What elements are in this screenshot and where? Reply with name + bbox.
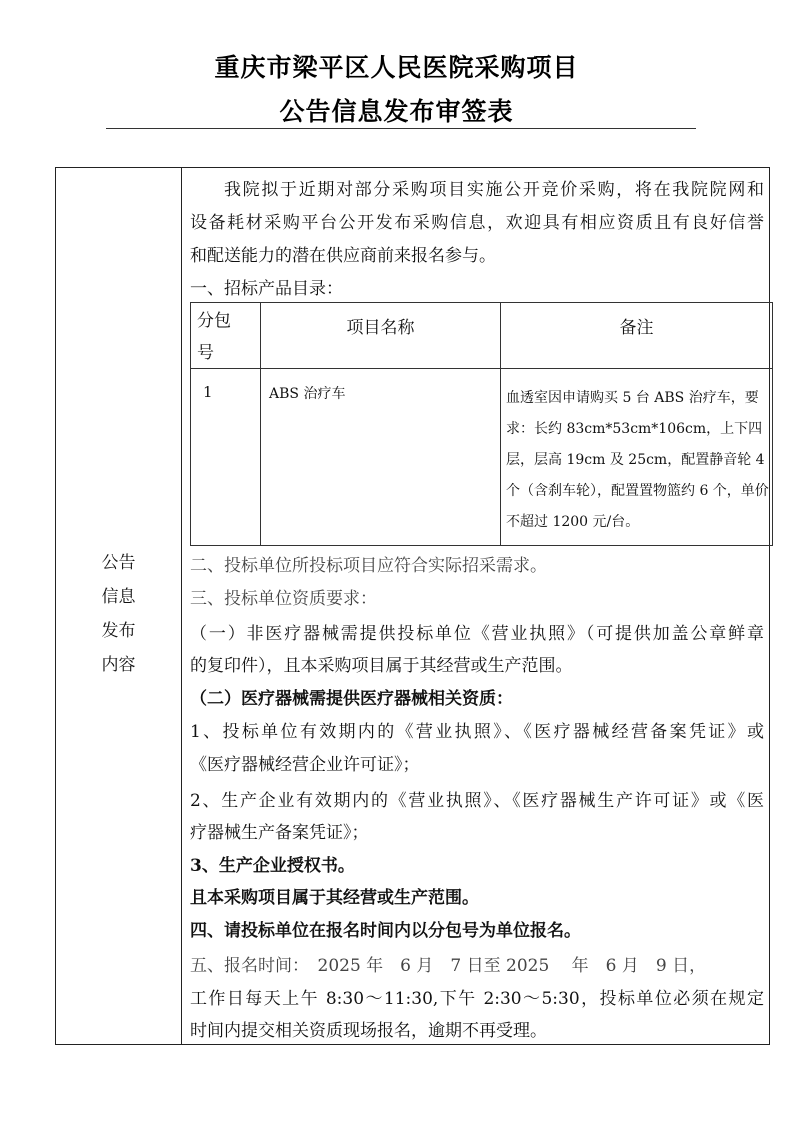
cell-remarks: 血透室因申请购买 5 台 ABS 治疗车，要求：长约 83cm*53cm*106cm，上下四层，层高 19cm 及 25cm，配置静音轮 4 个（含刹车轮），配置置物篮约 6 个，单价不超过 1200 元/台。 — [501, 369, 773, 546]
intro-line: 和配送能力的潜在供应商前来报名参与。 — [190, 246, 496, 266]
header-project-name: 项目名称 — [261, 303, 501, 369]
section-heading-catalog: 一、招标产品目录： — [190, 279, 343, 299]
requirement-2-item1-line: 《医疗器械经营企业许可证》； — [190, 755, 420, 775]
product-catalog-table — [190, 302, 773, 546]
section2-text: 二、投标单位所投标项目应符合实际招采需求。 — [190, 556, 547, 576]
requirement-2-item1-line: 1、投标单位有效期内的《营业执照》、《医疗器械经营备案凭证》或 — [190, 722, 764, 742]
header-lot-number-line: 号 — [197, 343, 214, 363]
intro-line: 设备耗材采购平台公开发布采购信息，欢迎具有相应资质且有良好信誉 — [190, 213, 764, 233]
table-header-row — [191, 303, 773, 369]
section4-text: 四、请投标单位在报名时间内以分包号为单位报名。 — [190, 921, 581, 941]
title-underline — [106, 128, 696, 129]
requirement-1-line: 的复印件），且本采购项目属于其经营或生产范围。 — [190, 656, 573, 676]
intro-line: 我院拟于近期对部分采购项目实施公开竞价采购，将在我院院网和 — [224, 180, 764, 200]
requirement-2-item2-line: 2、生产企业有效期内的《营业执照》、《医疗器械生产许可证》或《医 — [190, 791, 764, 811]
row-label-line: 公告 — [101, 553, 136, 573]
registration-time-line: 五、报名时间： 2025 年 6 月 7 日至 2025 年 6 月 9 日， — [190, 956, 707, 976]
section3-heading: 三、投标单位资质要求： — [190, 589, 377, 609]
registration-time-line: 时间内提交相关资质现场报名，逾期不再受理。 — [190, 1021, 547, 1041]
requirement-scope: 且本采购项目属于其经营或生产范围。 — [190, 888, 479, 908]
cell-lot-number: 1 — [191, 369, 261, 546]
row-label-line: 发布 — [101, 621, 136, 641]
requirement-2-heading: （二）医疗器械需提供医疗器械相关资质： — [190, 689, 513, 709]
column-divider — [181, 168, 182, 1044]
document-title-line2: 公告信息发布审签表 — [279, 97, 514, 126]
requirement-1-line: （一）非医疗器械需提供投标单位《营业执照》（可提供加盖公章鲜章 — [190, 624, 764, 644]
row-label-line: 内容 — [101, 655, 136, 675]
requirement-2-item2-line: 疗器械生产备案凭证》； — [190, 823, 369, 843]
requirement-2-item3: 3、生产企业授权书。 — [190, 856, 355, 876]
registration-time-line: 工作日每天上午 8:30～11:30,下午 2:30～5:30，投标单位必须在规定 — [190, 989, 764, 1009]
row-label-announcement-content — [56, 546, 181, 682]
row-label-line: 信息 — [101, 587, 136, 607]
cell-project-name: ABS 治疗车 — [261, 369, 501, 546]
header-lot-number — [191, 303, 261, 369]
header-remarks: 备注 — [501, 303, 773, 369]
header-lot-number-line: 分包 — [197, 311, 231, 331]
document-title-line1: 重庆市梁平区人民医院采购项目 — [214, 53, 579, 82]
approval-form-frame — [55, 167, 770, 1045]
table-row — [191, 369, 773, 546]
